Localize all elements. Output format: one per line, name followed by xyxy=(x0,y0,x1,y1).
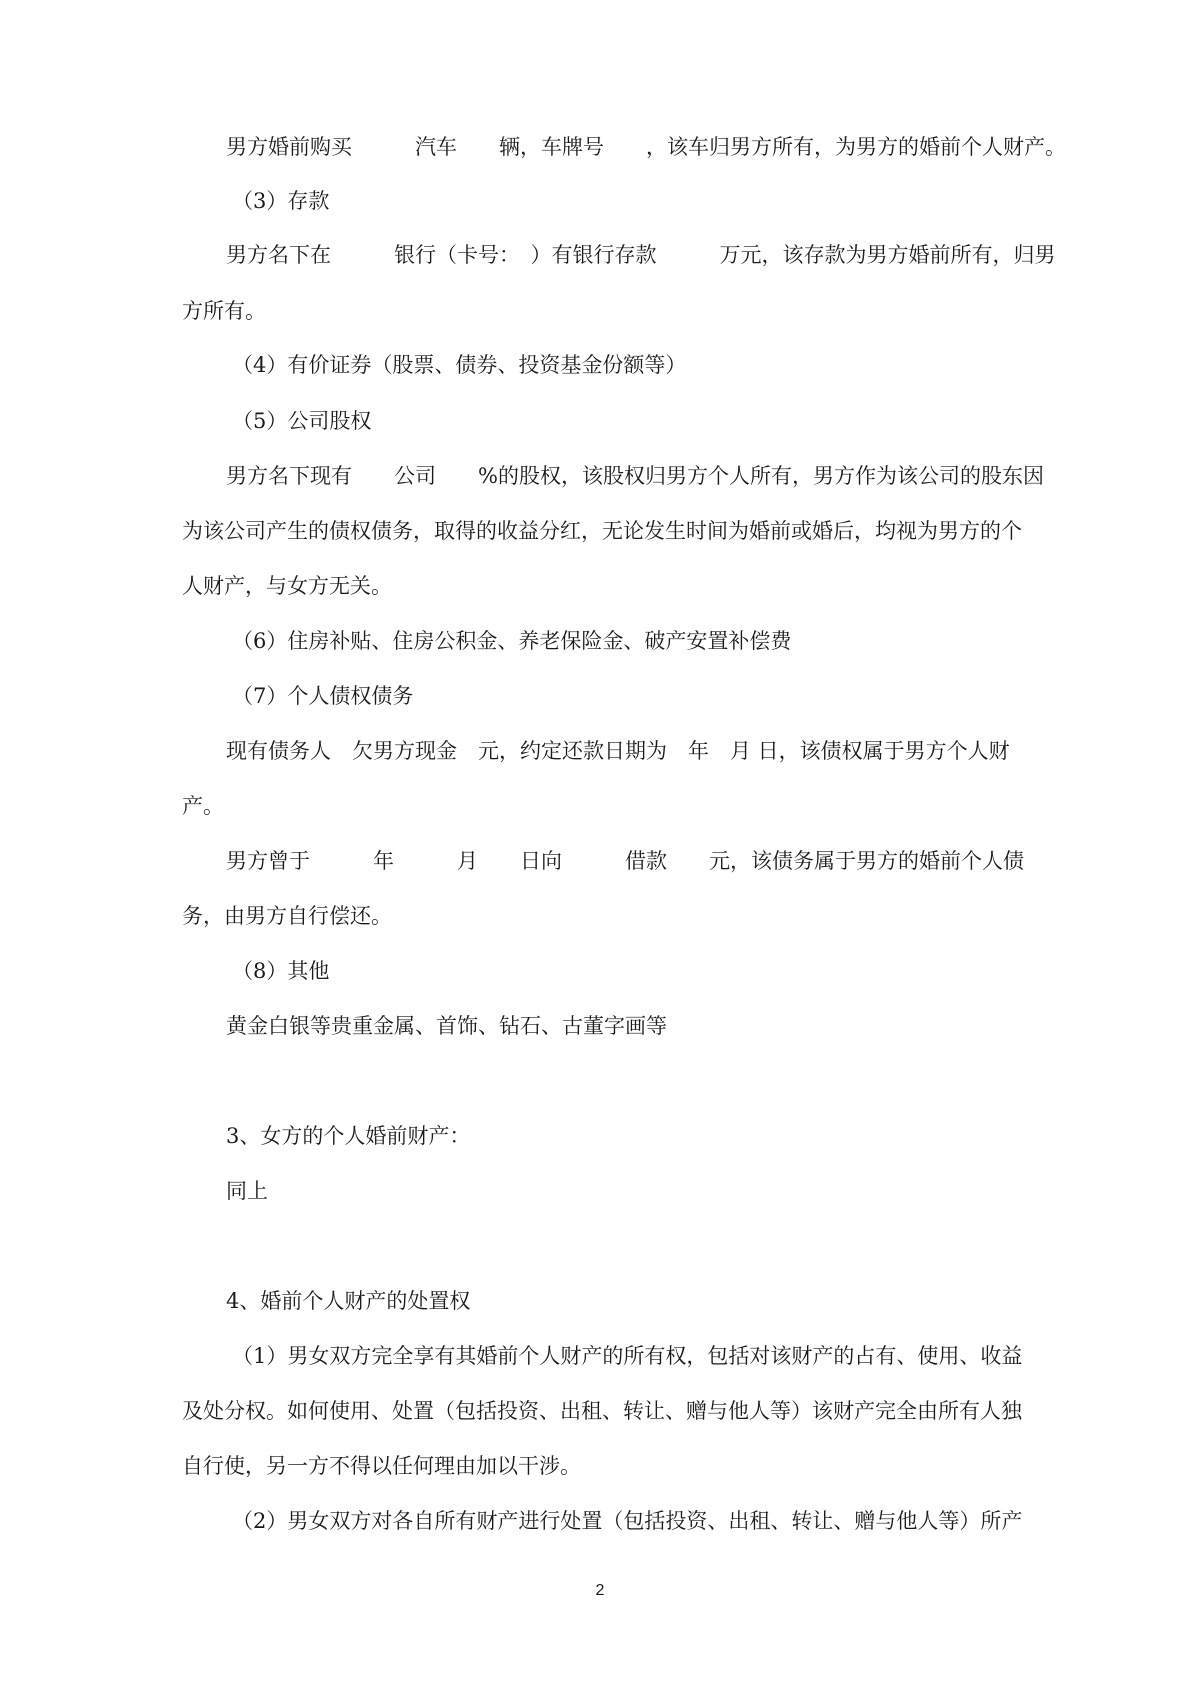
paragraph-line: 男方名下现有 公司 %的股权，该股权归男方个人所有，男方作为该公司的股东因 xyxy=(226,464,1044,488)
paragraph-line: 男方名下在 银行（卡号： ）有银行存款 万元，该存款为男方婚前所有，归男 xyxy=(226,243,1056,267)
paragraph-line: 男方婚前购买 汽车 辆，车牌号 ，该车归男方所有，为男方的婚前个人财产。 xyxy=(226,135,1066,159)
paragraph-line: 务，由男方自行偿还。 xyxy=(182,904,392,928)
section-heading: 3、女方的个人婚前财产： xyxy=(226,1124,471,1148)
paragraph-line: 人财产，与女方无关。 xyxy=(182,574,392,598)
paragraph-line: 男方曾于 年 月 日向 借款 元，该债务属于男方的婚前个人债 xyxy=(226,849,1024,873)
paragraph-line: （1）男女双方完全享有其婚前个人财产的所有权，包括对该财产的占有、使用、收益 xyxy=(232,1344,1023,1368)
paragraph-line: 方所有。 xyxy=(182,299,266,323)
section-heading: （7）个人债权债务 xyxy=(232,684,414,708)
paragraph-line: 自行使，另一方不得以任何理由加以干涉。 xyxy=(182,1454,581,1478)
section-heading: （8）其他 xyxy=(232,959,330,983)
section-heading: （5）公司股权 xyxy=(232,409,372,433)
section-heading: 4、婚前个人财产的处置权 xyxy=(226,1289,471,1313)
paragraph-line: （2）男女双方对各自所有财产进行处置（包括投资、出租、转让、赠与他人等）所产 xyxy=(232,1509,1023,1533)
section-heading: （6）住房补贴、住房公积金、养老保险金、破产安置补偿费 xyxy=(232,629,792,653)
paragraph-line: 同上 xyxy=(226,1179,268,1203)
page-number: 2 xyxy=(595,1582,605,1599)
paragraph-line: 现有债务人 欠男方现金 元，约定还款日期为 年 月 日，该债权属于男方个人财 xyxy=(226,739,1010,763)
paragraph-line: 产。 xyxy=(182,794,224,818)
section-heading: （4）有价证券（股票、债券、投资基金份额等） xyxy=(232,353,687,377)
paragraph-line: 黄金白银等贵重金属、首饰、钻石、古董字画等 xyxy=(226,1014,667,1038)
paragraph-line: 为该公司产生的债权债务，取得的收益分红，无论发生时间为婚前或婚后，均视为男方的个 xyxy=(182,519,1022,543)
paragraph-line: 及处分权。如何使用、处置（包括投资、出租、转让、赠与他人等）该财产完全由所有人独 xyxy=(182,1399,1022,1423)
section-heading: （3）存款 xyxy=(232,189,330,213)
